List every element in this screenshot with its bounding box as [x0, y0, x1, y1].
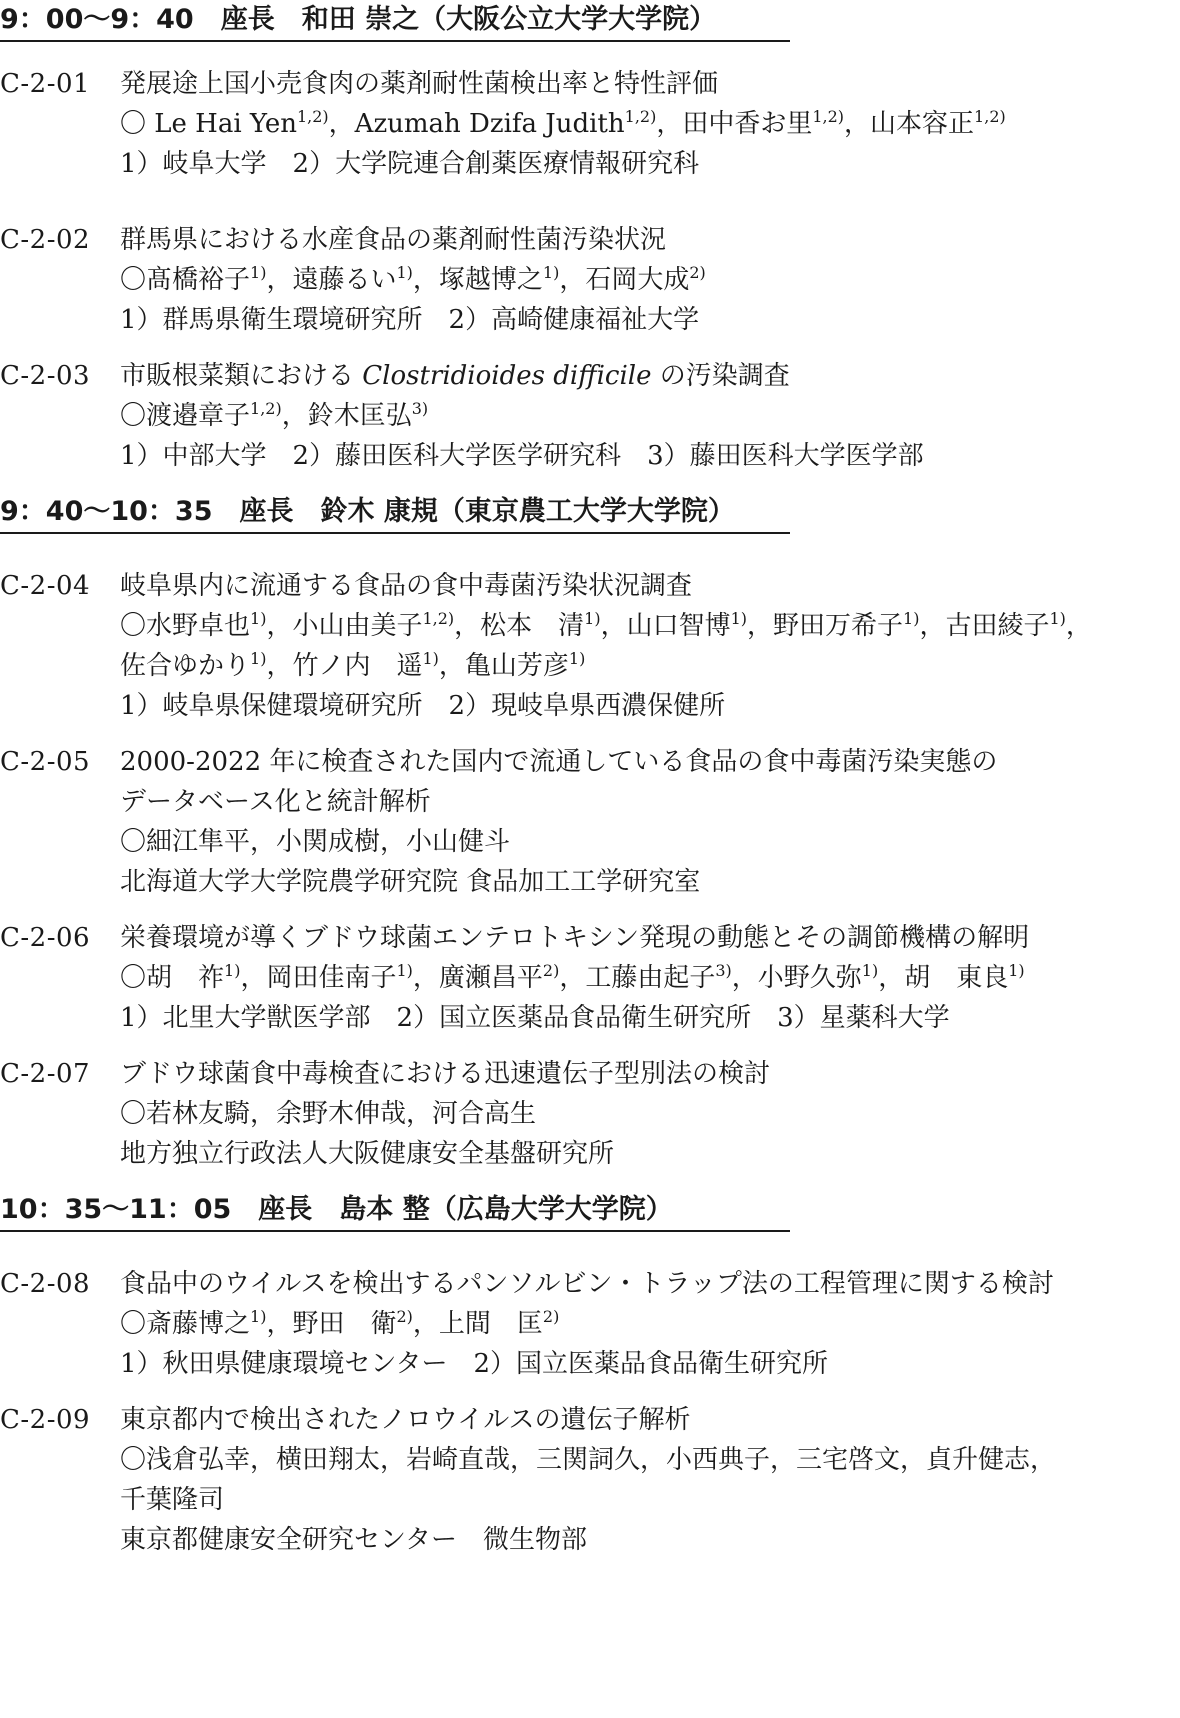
affiliation-marker: 3) — [715, 961, 732, 980]
text-segment: 2000-2022 年に検査された国内で流通している食品の食中毒菌汚染実態の — [120, 747, 998, 777]
session-header-2 — [0, 492, 790, 534]
chair-label: 座長 — [220, 4, 275, 35]
entry-body — [120, 1054, 1180, 1174]
entry-title — [120, 566, 1180, 606]
text-segment: ，小山由美子 — [266, 611, 423, 641]
affiliation-marker: 1) — [542, 263, 560, 282]
text-segment: ，岡田佳南子 — [240, 963, 397, 993]
text-segment: ，野田 衛 — [266, 1309, 397, 1339]
entry-body — [120, 742, 1180, 902]
text-segment: データベース化と統計解析 — [120, 787, 431, 817]
text-segment: 群馬県における水産食品の薬剤耐性菌汚染状況 — [120, 225, 667, 255]
entry-body — [120, 220, 1180, 340]
text-segment: ，松本 清 — [454, 611, 585, 641]
affiliation-marker: 1,2) — [624, 107, 657, 126]
entry-title — [120, 782, 1180, 822]
affiliation-marker: 1,2) — [250, 399, 282, 418]
entry-affiliations — [120, 998, 1180, 1038]
text-segment: 1）岐阜県保健環境研究所 2）現岐阜県西濃保健所 — [120, 691, 726, 721]
affiliation-marker: 1) — [250, 263, 267, 282]
text-segment: 〇水野卓也 — [120, 611, 251, 641]
text-segment: ，胡 東良 — [878, 963, 1009, 993]
entry-id: C-2-05 — [0, 747, 91, 777]
entry-id: C-2-04 — [0, 571, 91, 601]
entry-affiliations — [120, 1520, 1180, 1560]
affiliation-marker: 1) — [584, 609, 601, 628]
affiliation-marker: 1) — [396, 961, 413, 980]
entry-affiliations — [120, 1344, 1180, 1384]
entry-body — [120, 918, 1180, 1038]
text-segment: ，塚越博之 — [412, 265, 543, 295]
affiliation-marker: 1) — [1008, 961, 1025, 980]
text-segment: 1）秋田県健康環境センター 2）国立医薬品食品衛生研究所 — [120, 1349, 829, 1379]
text-segment: 東京都内で検出されたノロウイルスの遺伝子解析 — [120, 1405, 691, 1435]
entry-authors — [120, 1094, 1180, 1134]
text-segment: ，Azumah Dzifa Judith — [328, 109, 625, 139]
text-segment: 〇胡 祚 — [120, 963, 225, 993]
text-segment: 〇髙橋裕子 — [120, 265, 251, 295]
session-time: 9：00〜9：40 — [0, 4, 194, 35]
entry-id: C-2-09 — [0, 1405, 91, 1435]
entry-id: C-2-01 — [0, 69, 91, 99]
entry-authors — [120, 260, 1180, 300]
entry-body — [120, 356, 1180, 476]
text-segment: 1）北里大学獣医学部 2）国立医薬品食品衛生研究所 3）星薬科大学 — [120, 1003, 950, 1033]
affiliation-marker: 1) — [568, 649, 586, 668]
entry-title — [120, 1264, 1180, 1304]
entry-affiliations — [120, 686, 1180, 726]
text-segment: ，遠藤るい — [266, 265, 397, 295]
entry-body — [120, 566, 1180, 726]
text-segment: ， — [1065, 611, 1092, 641]
text-segment: 食品中のウイルスを検出するパンソルビン・トラップ法の工程管理に関する検討 — [120, 1269, 1054, 1299]
affiliation-marker: 1) — [250, 1307, 267, 1326]
text-segment: ，古田綾子 — [919, 611, 1050, 641]
affiliation-marker: 1,2) — [422, 609, 455, 628]
chair-label: 座長 — [239, 496, 294, 527]
entry-affiliations — [120, 436, 1180, 476]
text-segment: 栄養環境が導くブドウ球菌エンテロトキシン発現の動態とその調節機構の解明 — [120, 923, 1030, 953]
entry-title — [120, 918, 1180, 958]
entry-id: C-2-06 — [0, 923, 91, 953]
text-segment: 1）岐阜大学 2）大学院連合創薬医療情報研究科 — [120, 149, 700, 179]
entry-authors — [120, 1440, 1180, 1480]
affiliation-marker: 1) — [730, 609, 748, 628]
session-time: 9：40〜10：35 — [0, 496, 213, 527]
entry-authors — [120, 822, 1180, 862]
entry-body — [120, 1400, 1180, 1560]
text-segment: 〇浅倉弘幸，横田翔太，岩崎直哉，三関詞久，小西典子，三宅啓文，貞升健志， — [120, 1445, 1057, 1475]
entry-authors — [120, 646, 1180, 686]
text-segment: 岐阜県内に流通する食品の食中毒菌汚染状況調査 — [120, 571, 693, 601]
affiliation-marker: 1) — [250, 649, 267, 668]
entry-title — [120, 1054, 1180, 1094]
entry-id: C-2-07 — [0, 1059, 91, 1089]
entry-affiliations — [120, 300, 1180, 340]
text-segment: ，竹ノ内 遥 — [266, 651, 423, 681]
entry-body — [120, 64, 1180, 184]
text-segment: 1）群馬県衛生環境研究所 2）高崎健康福祉大学 — [120, 305, 700, 335]
text-segment: ，山本容正 — [844, 109, 975, 139]
entry-title — [120, 356, 1180, 396]
text-segment: ，鈴木匡弘 — [281, 401, 412, 431]
affiliation-marker: 3) — [411, 399, 429, 418]
text-segment: 地方独立行政法人大阪健康安全基盤研究所 — [120, 1139, 615, 1169]
entry-affiliations — [120, 862, 1180, 902]
affiliation-marker: 2) — [542, 1307, 560, 1326]
text-segment: 〇若林友騎，余野木伸哉，河合高生 — [120, 1099, 537, 1129]
entry-affiliations — [120, 1134, 1180, 1174]
affiliation-marker: 1,2) — [974, 107, 1006, 126]
text-segment: 市販根菜類における — [120, 361, 363, 391]
affiliation-marker: 1) — [903, 609, 920, 628]
text-segment: 1）中部大学 2）藤田医科大学医学研究科 3）藤田医科大学医学部 — [120, 441, 924, 471]
entry-title — [120, 1400, 1180, 1440]
entry-id: C-2-02 — [0, 225, 91, 255]
chair-name: 鈴木 康規（東京農工大学大学院） — [320, 496, 735, 527]
text-segment: ，廣瀬昌平 — [412, 963, 543, 993]
text-segment: ，田中香お里 — [656, 109, 813, 139]
affiliation-marker: 1,2) — [812, 107, 845, 126]
text-segment: 〇渡邉章子 — [120, 401, 251, 431]
text-segment: ，石岡大成 — [559, 265, 690, 295]
affiliation-marker: 2) — [689, 263, 706, 282]
entry-id: C-2-08 — [0, 1269, 91, 1299]
entry-body — [120, 1264, 1180, 1384]
affiliation-marker: 1) — [396, 263, 413, 282]
entry-authors — [120, 958, 1180, 998]
affiliation-marker: 2) — [396, 1307, 413, 1326]
text-segment: 〇細江隼平，小関成樹，小山健斗 — [120, 827, 511, 857]
affiliation-marker: 1) — [250, 609, 267, 628]
text-segment: 佐合ゆかり — [120, 651, 251, 681]
affiliation-marker: 1) — [422, 649, 439, 668]
entry-id: C-2-03 — [0, 361, 91, 391]
entry-title — [120, 742, 1180, 782]
chair-name: 島本 整（広島大学大学院） — [339, 1194, 673, 1225]
text-segment: ，野田万希子 — [747, 611, 904, 641]
session-header-3 — [0, 1190, 790, 1232]
entry-authors — [120, 104, 1180, 144]
chair-name: 和田 崇之（大阪公立大学大学院） — [301, 4, 717, 35]
entry-title — [120, 64, 1180, 104]
entry-authors — [120, 606, 1180, 646]
entry-affiliations — [120, 144, 1180, 184]
affiliation-marker: 2) — [542, 961, 560, 980]
text-segment: 千葉隆司 — [120, 1485, 225, 1515]
text-segment: ，上間 匡 — [412, 1309, 543, 1339]
entry-authors — [120, 1304, 1180, 1344]
entry-authors — [120, 1480, 1180, 1520]
text-segment: 東京都健康安全研究センター 微生物部 — [120, 1525, 587, 1555]
text-segment: の汚染調査 — [651, 361, 790, 391]
text-segment: ，亀山芳彦 — [438, 651, 569, 681]
text-segment: Clostridioides difficile — [362, 361, 652, 391]
text-segment: 〇 Le Hai Yen — [120, 109, 297, 139]
affiliation-marker: 1,2) — [296, 107, 329, 126]
session-header-1 — [0, 0, 790, 42]
text-segment: ，工藤由起子 — [559, 963, 716, 993]
text-segment: 発展途上国小売食肉の薬剤耐性菌検出率と特性評価 — [120, 69, 719, 99]
session-time: 10：35〜11：05 — [0, 1194, 232, 1225]
affiliation-marker: 1) — [1049, 609, 1066, 628]
text-segment: 北海道大学大学院農学研究院 食品加工工学研究室 — [120, 867, 701, 897]
entry-authors — [120, 396, 1180, 436]
affiliation-marker: 1) — [861, 961, 879, 980]
affiliation-marker: 1) — [224, 961, 241, 980]
text-segment: ブドウ球菌食中毒検査における迅速遺伝子型別法の検討 — [120, 1059, 771, 1089]
entry-title — [120, 220, 1180, 260]
chair-label: 座長 — [258, 1194, 313, 1225]
text-segment: ，小野久弥 — [731, 963, 862, 993]
text-segment: ，山口智博 — [600, 611, 731, 641]
text-segment: 〇斎藤博之 — [120, 1309, 251, 1339]
